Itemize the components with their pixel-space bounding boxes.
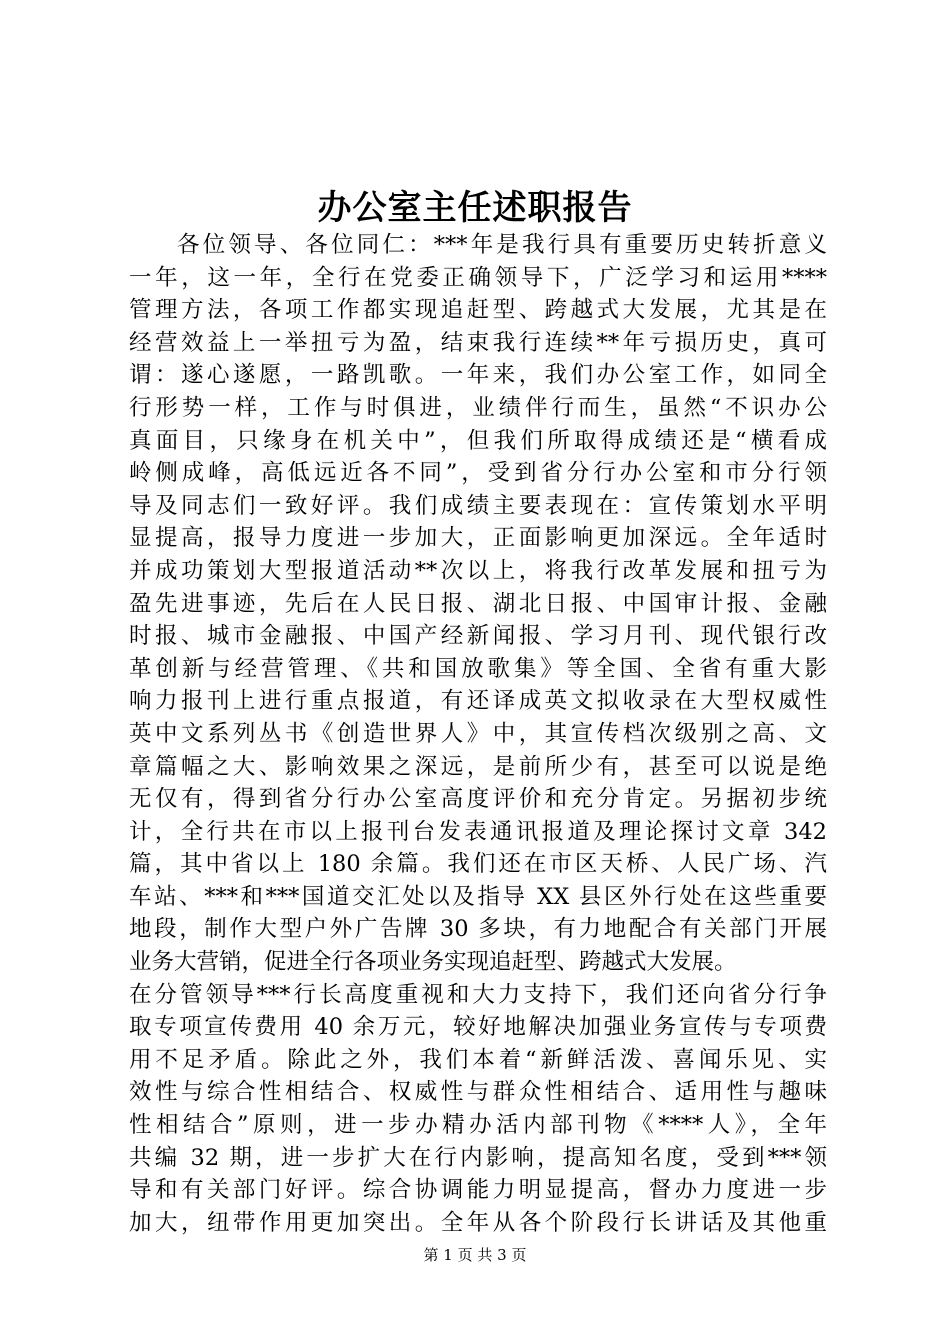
body-line: 显提高，报导力度进一步加大，正面影响更加深远。全年适时 [129,525,827,552]
body-line: 共编 32 期，进一步扩大在行内影响，提高知名度，受到***领 [129,1144,827,1171]
body-line: 一年，这一年，全行在党委正确领导下，广泛学习和运用**** [129,264,827,291]
body-line: 盈先进事迹，先后在人民日报、湖北日报、中国审计报、金融 [129,590,827,617]
body-line: 章篇幅之大、影响效果之深远，是前所少有，甚至可以说是绝 [129,753,827,780]
document-body [129,229,827,1239]
body-line: 导和有关部门好评。综合协调能力明显提高，督办力度进一步 [129,1177,827,1204]
body-line: 导及同志们一致好评。我们成绩主要表现在：宣传策划水平明 [129,492,827,519]
body-line: 取专项宣传费用 40 余万元，较好地解决加强业务宣传与专项费 [129,1014,827,1041]
body-line: 岭侧成峰，高低远近各不同”，受到省分行办公室和市分行领 [129,460,827,487]
body-line: 在分管领导***行长高度重视和大力支持下，我们还向省分行争 [129,981,827,1008]
body-line: 用不足矛盾。除此之外，我们本着“新鲜活泼、喜闻乐见、实 [129,1046,827,1073]
body-line: 计，全行共在市以上报刊台发表通讯报道及理论探讨文章 342 [129,818,827,845]
body-line: 业务大营销，促进全行各项业务实现追赶型、跨越式大发展。 [129,949,737,976]
body-line: 加大，纽带作用更加突出。全年从各个阶段行长讲话及其他重 [129,1209,827,1236]
body-line: 时报、城市金融报、中国产经新闻报、学习月刊、现代银行改 [129,623,827,650]
body-line: 各位领导、各位同仁：***年是我行具有重要历史转折意义 [177,232,827,258]
body-line: 谓：遂心遂愿，一路凯歌。一年来，我们办公室工作，如同全 [129,362,827,389]
document-title: 办公室主任述职报告 [317,188,633,228]
body-line: 管理方法，各项工作都实现追赶型、跨越式大发展，尤其是在 [129,297,827,324]
body-line: 革创新与经营管理、《共和国放歌集》等全国、全省有重大影 [129,655,827,682]
body-line: 经营效益上一举扭亏为盈，结束我行连续**年亏损历史，真可 [129,329,827,356]
body-line: 行形势一样，工作与时俱进，业绩伴行而生，虽然“不识办公 [129,394,827,421]
body-line: 地段，制作大型户外广告牌 30 多块，有力地配合有关部门开展 [129,916,827,943]
page-footer: 第 1 页 共 3 页 [423,1246,527,1264]
body-line: 无仅有，得到省分行办公室高度评价和充分肯定。另据初步统 [129,786,827,813]
body-line: 英中文系列丛书《创造世界人》中，其宣传档次级别之高、文 [129,720,827,747]
body-line: 并成功策划大型报道活动**次以上，将我行改革发展和扭亏为 [129,557,827,584]
body-line: 真面目，只缘身在机关中”，但我们所取得成绩还是“横看成 [129,427,827,454]
body-line: 篇，其中省以上 180 余篇。我们还在市区天桥、人民广场、汽 [129,851,827,878]
body-line: 性相结合”原则，进一步办精办活内部刊物《****人》，全年 [129,1112,827,1139]
body-line: 效性与综合性相结合、权威性与群众性相结合、适用性与趣味 [129,1079,827,1106]
body-line: 车站、***和***国道交汇处以及指导 XX 县区外行处在这些重要 [129,883,827,910]
body-line: 响力报刊上进行重点报道，有还译成英文拟收录在大型权威性 [129,688,827,715]
